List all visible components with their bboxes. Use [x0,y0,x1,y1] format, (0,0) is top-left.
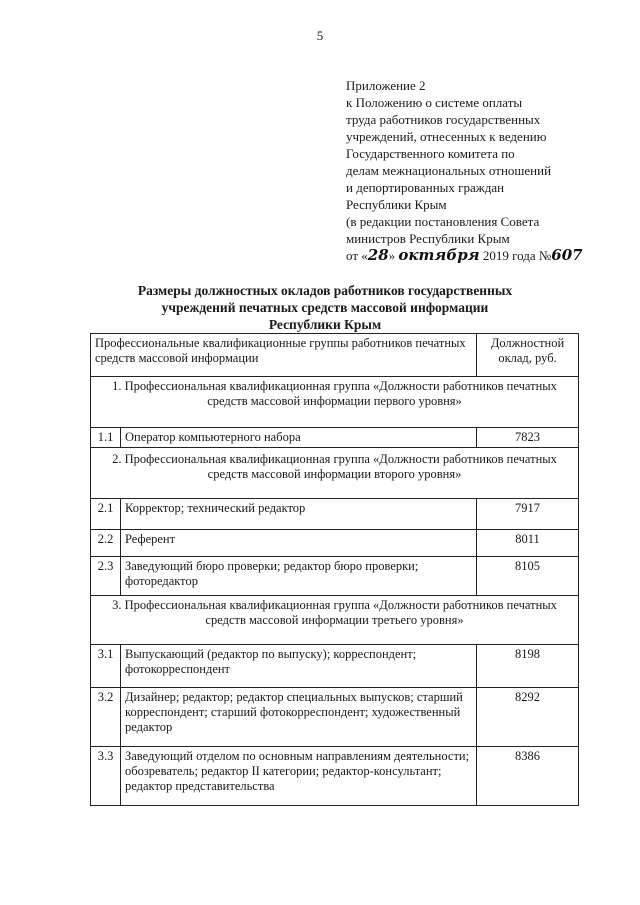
table-row [91,645,579,688]
appendix-line: делам межнациональных отношений [346,163,552,178]
appendix-line: труда работников государственных [346,112,541,127]
appendix-line: Государственного комитета по [346,146,515,161]
title-line: учреждений печатных средств массовой информации [161,300,489,315]
salary-value: 8198 [477,645,579,688]
appendix-line: министров Республики Крым [346,231,510,246]
table-row [91,747,579,806]
salary-table [90,333,579,806]
salary-value: 8386 [477,747,579,806]
resolution-date-line [346,247,616,264]
salary-value: 8292 [477,688,579,747]
date-day-handwritten: 28 [367,246,389,264]
table-row [91,428,579,448]
date-month-handwritten: октября [398,246,480,264]
row-number: 3.1 [91,645,121,688]
date-mid: » [388,248,396,263]
header-salary-cell: Должностной оклад, руб. [477,334,579,377]
table-row [91,557,579,596]
salary-value: 8011 [477,530,579,557]
header-groups-cell: Профессиональные квалификационные группы работников печатных средств массовой информации [91,334,477,377]
position-name: Заведующий бюро проверки; редактор бюро проверки; фоторедактор [121,557,477,596]
table-row [91,499,579,530]
group-row [91,448,579,499]
table-row [91,688,579,747]
appendix-line: Приложение 2 [346,78,426,93]
row-number: 2.2 [91,530,121,557]
position-name: Заведующий отделом по основным направлениям деятельности; обозреватель; редактор II категории; редактор-консультант; редактор представительства [121,747,477,806]
position-name: Референт [121,530,477,557]
table-header-row [91,334,579,377]
group-title-cell: 2. Профессиональная квалификационная группа «Должности работников печатных средств массовой информации второго уровня» [91,448,579,499]
salary-value: 7823 [477,428,579,448]
appendix-line: к Положению о системе оплаты [346,95,523,110]
resolution-number-handwritten: 607 [551,246,583,264]
salary-value: 8105 [477,557,579,596]
appendix-block [346,77,616,264]
row-number: 3.3 [91,747,121,806]
group-row [91,377,579,428]
appendix-line: и депортированных граждан [346,180,505,195]
group-row [91,596,579,645]
row-number: 3.2 [91,688,121,747]
row-number: 2.1 [91,499,121,530]
salary-value: 7917 [477,499,579,530]
date-suffix: 2019 года № [482,248,552,263]
appendix-line: учреждений, отнесенных к ведению [346,129,547,144]
group-title-cell: 1. Профессиональная квалификационная группа «Должности работников печатных средств массовой информации первого уровня» [91,377,579,428]
title-line: Республики Крым [268,317,382,332]
position-name: Выпускающий (редактор по выпуску); корреспондент; фотокорреспондент [121,645,477,688]
row-number: 2.3 [91,557,121,596]
title-line: Размеры должностных окладов работников государственных [137,283,513,298]
page-number: 5 [316,28,324,43]
appendix-line: Республики Крым [346,197,447,212]
position-name: Дизайнер; редактор; редактор специальных выпусков; старший корреспондент; старший фотокорреспондент; художественный редактор [121,688,477,747]
row-number: 1.1 [91,428,121,448]
group-title-cell: 3. Профессиональная квалификационная группа «Должности работников печатных средств массовой информации третьего уровня» [91,596,579,645]
position-name: Корректор; технический редактор [121,499,477,530]
table-row [91,530,579,557]
document-title [60,282,590,333]
appendix-line: (в редакции постановления Совета [346,214,540,229]
position-name: Оператор компьютерного набора [121,428,477,448]
date-prefix: от « [346,248,368,263]
